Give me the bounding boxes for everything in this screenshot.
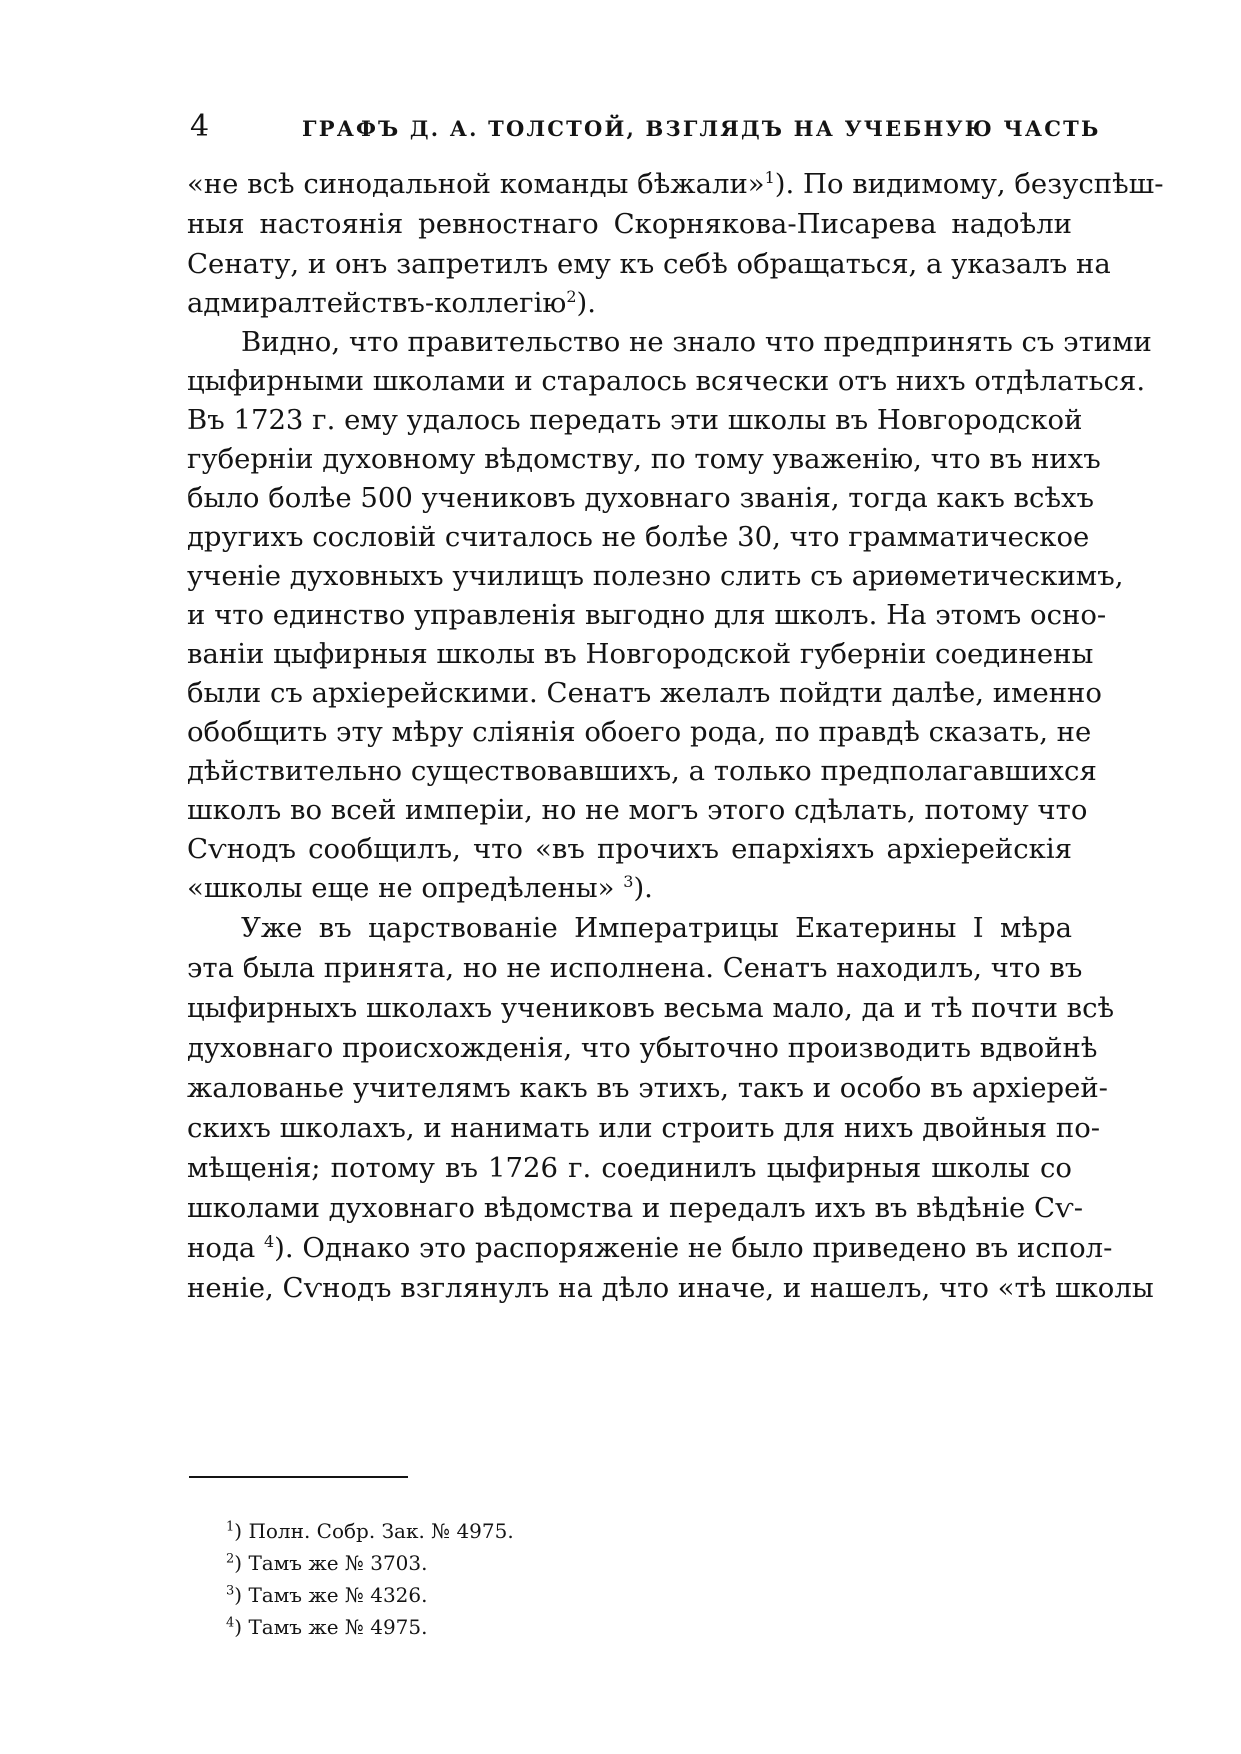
footnote: $^1$) Полн. Собр. Зак. № 4975. <box>226 1519 514 1543</box>
text-line: мѣщенія; потому въ 1726 г. соединилъ цыфирныя школы со <box>187 1152 1072 1184</box>
footnote: $^4$) Тамъ же № 4975. <box>226 1615 428 1639</box>
text-line: школъ во всей имперіи, но не могъ этого сдѣлать, потому что <box>187 794 1088 826</box>
text-line: неніе, Сѵнодъ взглянулъ на дѣло иначе, и нашелъ, что «тѣ школы <box>187 1272 1154 1304</box>
text-line: духовнаго происхожденія, что убыточно производить вдвойнѣ <box>187 1032 1098 1064</box>
text-line: другихъ сословій считалось не болѣе 30, что грамматическое <box>187 521 1090 553</box>
text-line: обобщить эту мѣру сліянія обоего рода, по правдѣ сказать, не <box>187 716 1092 748</box>
text-line: «школы еще не опредѣлены» $^3$). <box>187 871 653 904</box>
footnote-divider <box>189 1476 408 1478</box>
text-line: «не всѣ синодальной команды бѣжали»$^1$). По видимому, безуспѣш- <box>187 167 1164 200</box>
footnote-ref: 1 <box>764 167 775 187</box>
text-line: скихъ школахъ, и нанимать или строить для нихъ двойныя по- <box>187 1112 1101 1144</box>
text-line: адмиралтействъ-коллегію$^2$). <box>187 286 596 319</box>
footnote-ref: 2 <box>566 286 577 306</box>
footnote: $^3$) Тамъ же № 4326. <box>226 1583 428 1607</box>
text-line: жалованье учителямъ какъ въ этихъ, такъ и особо въ архіерей- <box>187 1072 1108 1104</box>
text-line: дѣйствительно существовавшихъ, а только предполагавшихся <box>187 755 1097 787</box>
text-line: губерніи духовному вѣдомству, по тому уваженію, что въ нихъ <box>187 443 1101 475</box>
footnote-ref: 3 <box>623 871 634 891</box>
text-line: ваніи цыфирныя школы въ Новгородской губерніи соединены <box>187 638 1094 670</box>
running-header: ГРАФЪ Д. А. ТОЛСТОЙ, ВЗГЛЯДЪ НА УЧЕБНУЮ ЧАСТЬ <box>302 116 1101 141</box>
text-line: цыфирныхъ школахъ учениковъ весьма мало, да и тѣ почти всѣ <box>187 992 1115 1024</box>
text-line: Сенату, и онъ запретилъ ему къ себѣ обращаться, а указалъ на <box>187 248 1111 280</box>
text-line: ученіе духовныхъ училищъ полезно слить съ ариѳметическимъ, <box>187 560 1124 592</box>
text-line: ныя настоянія ревностнаго Скорнякова-Писарева надоѣли <box>187 208 1072 240</box>
page-number: 4 <box>190 109 210 144</box>
text-line: Уже въ царствованіе Императрицы Екатерины I мѣра <box>241 912 1072 944</box>
text-line: нода $^4$). Однако это распоряженіе не было приведено въ испол- <box>187 1231 1113 1264</box>
text-line: Сѵнодъ сообщилъ, что «въ прочихъ епархіяхъ архіерейскія <box>187 833 1072 865</box>
text-line: было болѣе 500 учениковъ духовнаго званія, тогда какъ всѣхъ <box>187 482 1095 514</box>
footnote: $^2$) Тамъ же № 3703. <box>226 1551 428 1575</box>
text-line: эта была принята, но не исполнена. Сенатъ находилъ, что въ <box>187 952 1083 984</box>
text-line: были съ архіерейскими. Сенатъ желалъ пойдти далѣе, именно <box>187 677 1102 709</box>
text-line: цыфирными школами и старалось всячески отъ нихъ отдѣлаться. <box>187 365 1146 397</box>
text-line: и что единство управленія выгодно для школъ. На этомъ осно- <box>187 599 1107 631</box>
text-line: Въ 1723 г. ему удалось передать эти школы въ Новгородской <box>187 404 1083 436</box>
text-line: Видно, что правительство не знало что предпринять съ этими <box>241 326 1152 358</box>
text-line: школами духовнаго вѣдомства и передалъ ихъ въ вѣдѣніе Сѵ- <box>187 1192 1083 1224</box>
footnote-ref: 4 <box>263 1231 275 1251</box>
